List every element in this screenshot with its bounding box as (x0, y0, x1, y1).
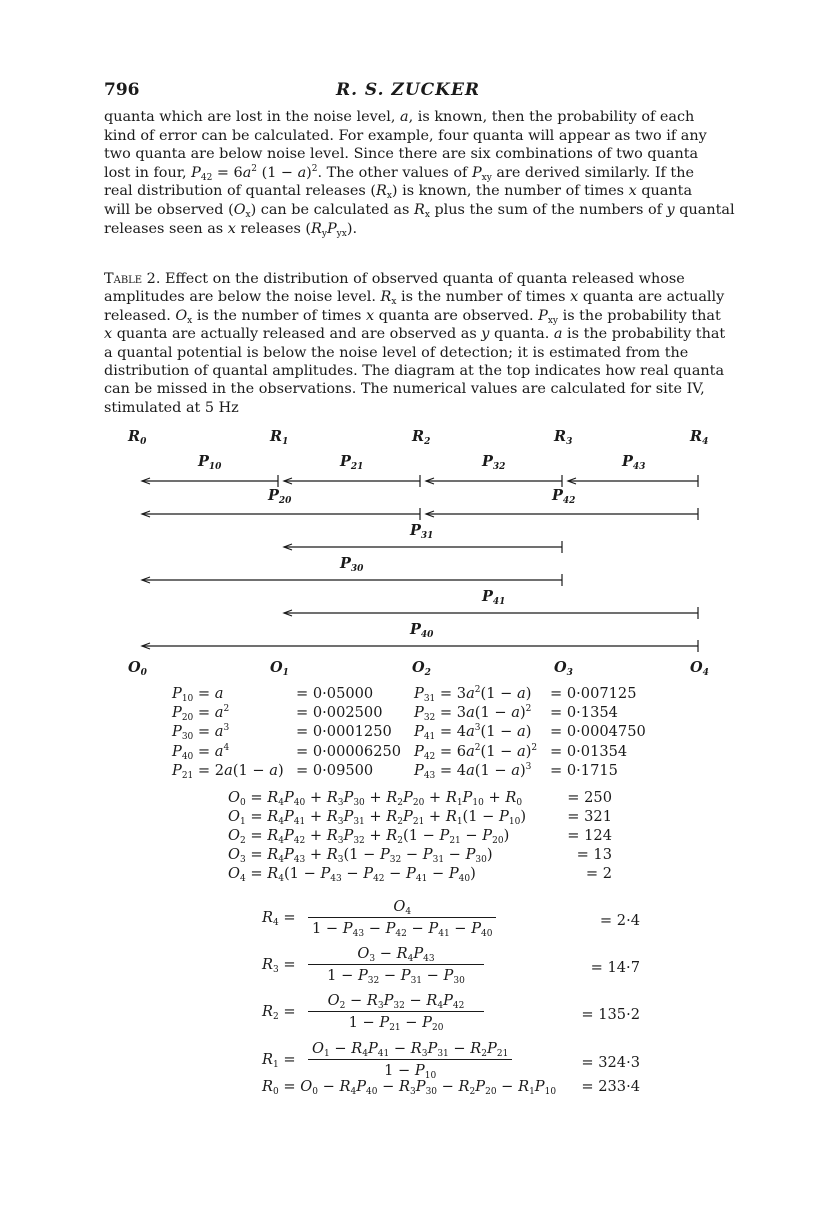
arrow-label: $P_{40}$ (410, 621, 434, 640)
prob-right-value: = 0·1354 (550, 704, 618, 722)
observed-value: = 13 (576, 846, 612, 863)
caption-line: distribution of quantal amplitudes. The diagram at the top indicates how real quanta (104, 363, 725, 380)
real-denominator: $1 - P_{32} - P_{31} - P_{30}$ (327, 967, 465, 986)
arrow-label: $P_{10}$ (198, 453, 222, 472)
real-lhs: $R_4$ = (262, 909, 296, 928)
caption-line: a quantal potential is below the noise level of detection; it is estimated from the (104, 344, 689, 361)
arrow-p20 (142, 508, 420, 520)
real-equation (262, 1040, 512, 1079)
prob-left-lhs: $P_{10} = a$ (172, 685, 224, 704)
observed-equation: $O_0 = R_4P_{40} + R_3P_{30} + R_2P_{20} + R_1P_{10} + R_0$ (228, 789, 523, 808)
r-label: $R_2$ (412, 428, 431, 447)
real-value: = 324·3 (581, 1054, 640, 1071)
real-value: = 135·2 (581, 1006, 640, 1023)
body-line: two quanta are below noise level. Since there are six combinations of two quanta (104, 146, 699, 163)
real-equation (262, 992, 484, 1031)
real-equation (262, 945, 484, 984)
real-fraction (308, 1040, 512, 1079)
arrow-label: $P_{41}$ (482, 588, 506, 607)
observed-equation: $O_2 = R_4P_{42} + R_3P_{32} + R_2(1 - P_{21} - P_{20})$ (228, 827, 510, 846)
prob-left-value: = 0·00006250 (296, 742, 402, 760)
caption-line: released. $O_x$ is the number of times x quanta are observed. $P_{xy}$ is the probability that (104, 307, 721, 326)
observed-equation: $O_3 = R_4P_{43} + R_3(1 - P_{32} - P_{31} - P_{30})$ (228, 846, 493, 865)
r-label: $R_3$ (554, 428, 573, 447)
arrow-p40 (142, 640, 698, 652)
real-numerator: $O_4$ (308, 898, 496, 918)
real-lhs: $R_3$ = (262, 956, 296, 975)
prob-right-lhs: $P_{41} = 4a^3(1 - a)$ (414, 723, 532, 743)
r-label: $R_0$ (128, 428, 147, 447)
caption-line: amplitudes are below the noise level. $R_x$ is the number of times x quanta are actually (104, 289, 725, 308)
page-number: 796 (104, 80, 140, 100)
arrow-label: $P_{32}$ (482, 453, 506, 472)
prob-right-lhs: $P_{31} = 3a^2(1 - a)$ (414, 685, 532, 704)
body-line: kind of error can be calculated. For example, four quanta will appear as two if any (104, 127, 707, 144)
o-label: $O_0$ (128, 659, 147, 678)
real-fraction (308, 992, 484, 1031)
prob-left-value: = 0·0001250 (296, 723, 392, 741)
observed-value: = 250 (567, 789, 612, 806)
real-denominator: $1 - P_{10}$ (384, 1062, 437, 1081)
observed-equation: $O_1 = R_4P_{41} + R_3P_{31} + R_2P_{21} + R_1(1 - P_{10})$ (228, 808, 527, 827)
arrow-label: $P_{42}$ (552, 487, 576, 506)
caption-line: stimulated at 5 Hz (104, 399, 239, 416)
real-value: = 14·7 (590, 959, 640, 976)
body-line: real distribution of quantal releases $(R_x)$ is known, the number of times x quanta (104, 183, 693, 202)
arrow-label: $P_{43}$ (622, 453, 646, 472)
o-label: $O_3$ (554, 659, 573, 678)
arrow-p30 (142, 574, 562, 586)
caption-line: can be missed in the observations. The numerical values are calculated for site IV, (104, 381, 705, 398)
real-numerator: $O_3 - R_4P_{43}$ (308, 945, 484, 965)
prob-left-lhs: $P_{30} = a^3$ (172, 723, 230, 743)
real-denominator: $1 - P_{43} - P_{42} - P_{41} - P_{40}$ (312, 920, 493, 939)
arrow-label: $P_{31}$ (410, 522, 434, 541)
arrow-p32 (426, 475, 562, 487)
prob-right-value: = 0·1715 (550, 761, 618, 779)
real-numerator: $O_2 - R_3P_{32} - R_4P_{42}$ (308, 992, 484, 1012)
arrow-p42 (426, 508, 698, 520)
prob-left-lhs: $P_{40} = a^4$ (172, 742, 230, 762)
prob-right-lhs: $P_{42} = 6a^2(1 - a)^2$ (414, 742, 538, 762)
prob-left-value: = 0·05000 (296, 685, 374, 702)
real-numerator: $O_1 - R_4P_{41} - R_3P_{31} - R_2P_{21}$ (308, 1040, 512, 1060)
observed-value: = 2 (585, 865, 612, 882)
o-label: $O_4$ (690, 659, 709, 678)
prob-right-lhs: $P_{32} = 3a(1 - a)^2$ (414, 704, 532, 724)
real-value: = 233·4 (581, 1078, 640, 1095)
real-value: = 2·4 (599, 912, 640, 929)
observed-value: = 124 (567, 827, 612, 844)
arrow-p43 (568, 475, 698, 487)
real-fraction (308, 898, 496, 937)
body-line: lost in four, $P_{42} = 6a^2$ $(1 - a)^2$. The other values of $P_{xy}$ are derived similarly. If the (104, 163, 694, 183)
prob-left-value: = 0·002500 (296, 704, 383, 722)
body-line: releases seen as x releases $(R_yP_{yx})$. (104, 220, 358, 239)
prob-right-lhs: $P_{43} = 4a(1 - a)^3$ (414, 761, 532, 781)
o-label: $O_1$ (270, 659, 289, 678)
real-lhs: $R_1$ = (262, 1051, 296, 1070)
arrow-label: $P_{20}$ (268, 487, 292, 506)
caption-label: Table 2. (104, 271, 161, 287)
arrow-label: $P_{30}$ (340, 555, 364, 574)
prob-right-value: = 0·007125 (550, 685, 637, 702)
caption-line: x quanta are actually released and are observed as y quanta. a is the probability that (104, 326, 726, 343)
real-equation: $R_0 = O_0 - R_4P_{40} - R_3P_{30} - R_2P_{20} - R_1P_{10}$ (262, 1078, 557, 1097)
caption-line: Effect on the distribution of observed quanta of quanta released whose (165, 271, 685, 287)
arrow-p21 (284, 475, 420, 487)
prob-left-value: = 0·09500 (296, 761, 374, 779)
o-label: $O_2$ (412, 659, 431, 678)
arrow-label: $P_{21}$ (340, 453, 364, 472)
body-line: will be observed $(O_x)$ can be calculated as $R_x$ plus the sum of the numbers of y quantal (104, 201, 735, 220)
r-label: $R_1$ (270, 428, 289, 447)
arrow-p41 (284, 607, 698, 619)
real-denominator: $1 - P_{21} - P_{20}$ (348, 1014, 444, 1033)
prob-left-lhs: $P_{20} = a^2$ (172, 704, 230, 724)
prob-right-value: = 0·01354 (550, 742, 628, 760)
observed-equation: $O_4 = R_4(1 - P_{43} - P_{42} - P_{41} - P_{40})$ (228, 865, 476, 884)
body-line: quanta which are lost in the noise level, a, is known, then the probability of each (104, 109, 695, 125)
arrow-p10 (142, 475, 278, 487)
real-lhs: $R_2$ = (262, 1003, 296, 1022)
prob-right-value: = 0·0004750 (550, 723, 646, 741)
arrow-p31 (284, 541, 562, 553)
observed-value: = 321 (567, 808, 612, 825)
real-fraction (308, 945, 484, 984)
real-equation (262, 898, 496, 937)
r-label: $R_4$ (690, 428, 709, 447)
running-head: R. S. ZUCKER (335, 80, 481, 100)
prob-left-lhs: $P_{21} = 2a(1 - a)$ (172, 761, 284, 781)
